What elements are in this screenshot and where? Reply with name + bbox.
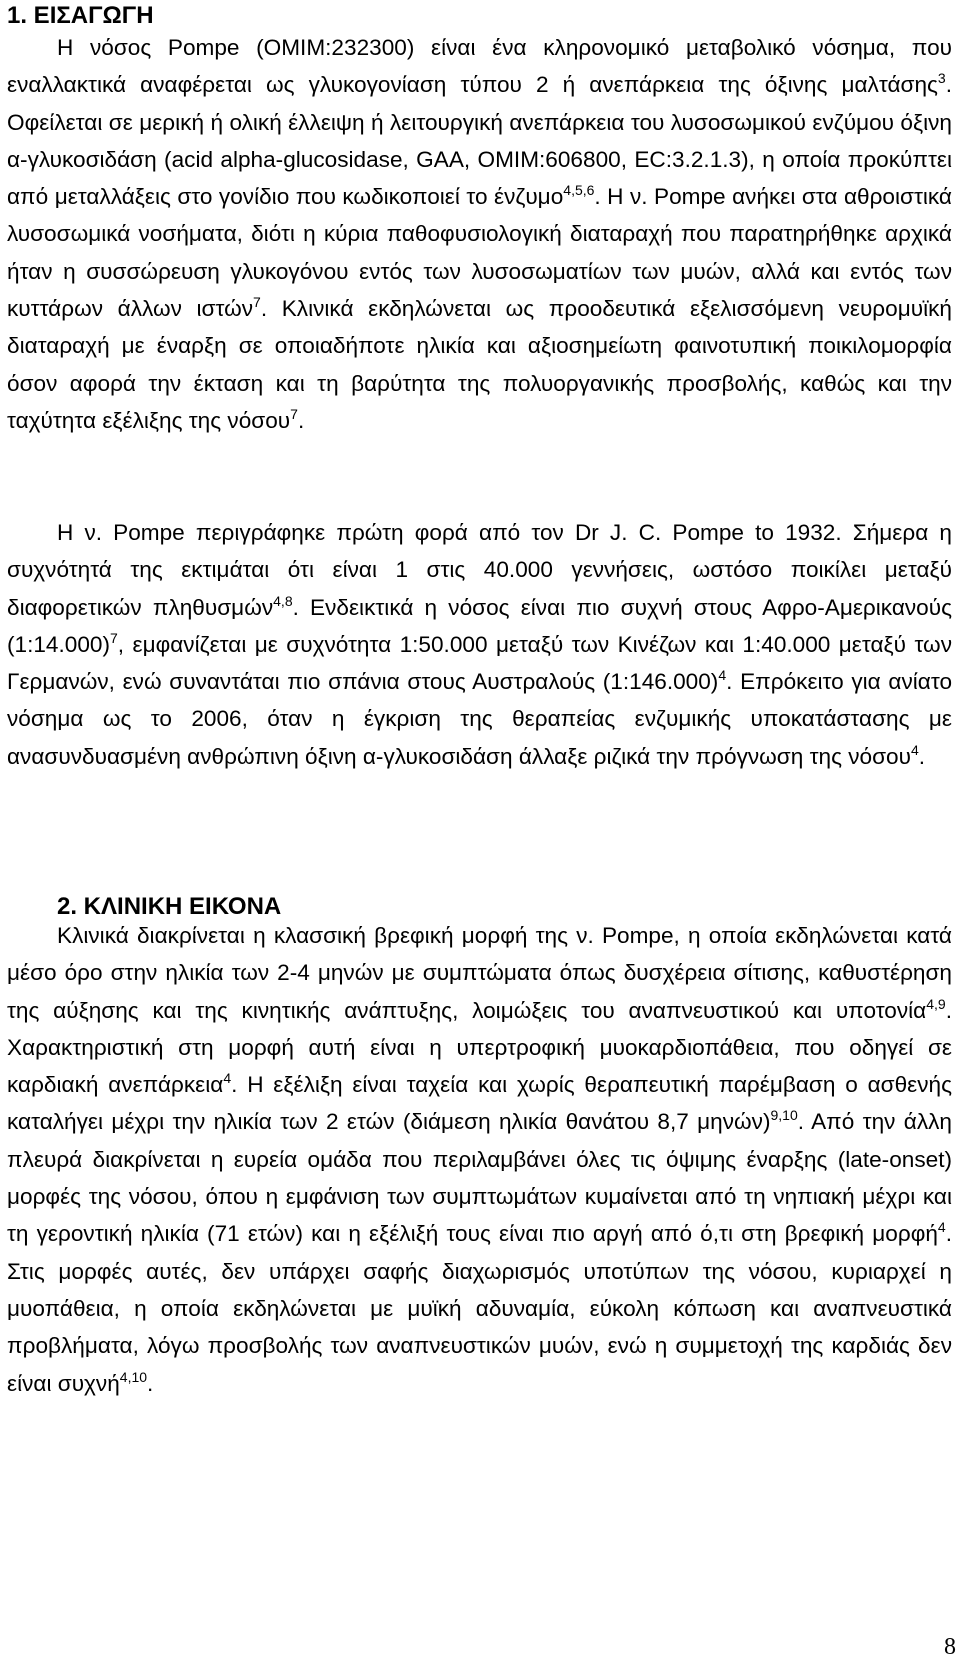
text-run: . Οφείλεται σε μερική ή ολική έλλειψη ή λειτουργική ανεπάρκεια του λυσοσωμικού ενζύμου όξινη α-γλυκοσιδάση (acid alpha-glucosidase, GAA, OMIM:606800, EC:3.2.1.3), η οποία προκύπτει από μεταλλάξεις στο γονίδιο που κωδικοποιεί το ένζυμο [7,72,952,210]
section-1-paragraph-2 [7,514,952,775]
citation-superscript: 4 [910,741,919,758]
text-run: . Η εξέλιξη είναι ταχεία και χωρίς θεραπευτική παρέμβαση ο ασθενής καταλήγει μέχρι την ηλικία των 2 ετών (διάμεση ηλικία θανάτου 8,7 μηνών) [7,1072,952,1135]
citation-superscript: 4,10 [119,1368,148,1385]
text-run: . Από την άλλη πλευρά διακρίνεται η ευρεία ομάδα που περιλαμβάνει όλες τις όψιμης έναρξης (late-onset) μορφές της νόσου, όπου η εμφάνιση των συμπτωμάτων κυμαίνεται από τη νηπιακή μέχρι και τη γεροντική ηλικία (71 ετών) και η εξέλιξή τους είναι πιο αργή από ό,τι στη βρεφική μορφή [7,1109,952,1247]
text-run: . Επρόκειτο για ανίατο νόσημα ως το 2006, όταν η έγκριση της θεραπείας ενζυμικής υποκατάστασης με ανασυνδυασμένη ανθρώπινη όξινη α-γλυκοσιδάση άλλαξε ριζικά την πρόγνωση της νόσου [7,669,953,769]
citation-superscript: 9,10 [770,1107,798,1124]
section-1-paragraph-1 [7,29,952,439]
text-run: . Ενδεικτικά η νόσος είναι πιο συχνή στους Αφρο-Αμερικανούς (1:14.000) [7,594,952,657]
page-number: 8 [944,1634,956,1660]
text-run: Κλινικά διακρίνεται η κλασσική βρεφική μορφή της ν. Pompe, η οποία εκδηλώνεται κατά μέσο όρο στην ηλικία των 2-4 μηνών με συμπτώματα όπως δυσχέρεια σίτισης, καθυστέρηση της αύξησης και της κινητικής ανάπτυξης, λοιμώξεις του αναπνευστικού και υποτονία [7,923,952,1023]
text-run: . Στις μορφές αυτές, δεν υπάρχει σαφής διαχωρισμός υποτύπων της νόσου, κυριαρχεί η μυοπάθεια, η οποία εκδηλώνεται με μυϊκή αδυναμία, εύκολη κόπωση και αναπνευστικά προβλήματα, λόγω προσβολής των αναπνευστικών μυών, ενώ η συμμετοχή της καρδιάς δεν είναι συχνή [7,1221,952,1396]
citation-superscript: 7 [290,405,298,422]
citation-superscript: 4,8 [273,592,293,609]
text-run: . [918,743,926,769]
text-run: . Κλινικά εκδηλώνεται ως προοδευτικά εξελισσόμενη νευρομυϊκή διαταραχή με έναρξη σε οποιαδήποτε ηλικία και αξιοσημείωτη φαινοτυπική ποικιλομορφία όσον αφορά την έκταση και τη βαρύτητα της πολυοργανικής προσβολής, καθώς και την ταχύτητα εξέλιξης της νόσου [7,296,952,433]
citation-superscript: 4 [718,667,727,684]
text-run: . [297,407,305,433]
citation-superscript: 3 [937,70,946,87]
section-2-heading: 2. ΚΛΙΝΙΚΗ ΕΙΚΟΝΑ [57,893,282,920]
citation-superscript: 7 [110,629,118,646]
citation-superscript: 7 [253,294,261,311]
text-run: Η νόσος Pompe (OMIM:232300) είναι ένα κληρονομικό μεταβολικό νόσημα, που εναλλακτικά αναφέρεται ως γλυκογονίαση τύπου 2 ή ανεπάρκεια της όξινης μαλτάσης [7,35,952,98]
text-run: . Η ν. Pompe ανήκει στα αθροιστικά λυσοσωμικά νοσήματα, διότι η κύρια παθοφυσιολογική διαταραχή που παρατηρήθηκε αρχικά ήταν η συσσώρευση γλυκογόνου εντός των λυσοσωματίων των μυών, αλλά και εντός των κυττάρων άλλων ιστών [7,184,952,322]
citation-superscript: 4 [937,1219,946,1236]
text-run: , εμφανίζεται με συχνότητα 1:50.000 μεταξύ των Κινέζων και 1:40.000 μεταξύ των Γερμανών, ενώ συναντάται πιο σπάνια στους Αυστραλούς (1:146.000) [7,631,952,695]
citation-superscript: 4,9 [926,995,946,1012]
citation-superscript: 4,5,6 [563,182,595,199]
citation-superscript: 4 [223,1070,232,1087]
text-run: . [147,1370,154,1396]
section-2-paragraph-1 [7,917,952,1402]
text-run: Η ν. Pompe περιγράφηκε πρώτη φορά από τον Dr J. C. Pompe to 1932. Σήμερα η συχνότητά της εκτιμάται ότι είναι 1 στις 40.000 γεννήσεις, ωστόσο ποικίλει μεταξύ διαφορετικών πληθυσμών [7,520,952,620]
text-run: . Χαρακτηριστική στη μορφή αυτή είναι η υπερτροφική μυοκαρδιοπάθεια, που οδηγεί σε καρδιακή ανεπάρκεια [7,997,952,1098]
section-1-heading: 1. ΕΙΣΑΓΩΓΗ [7,2,154,29]
